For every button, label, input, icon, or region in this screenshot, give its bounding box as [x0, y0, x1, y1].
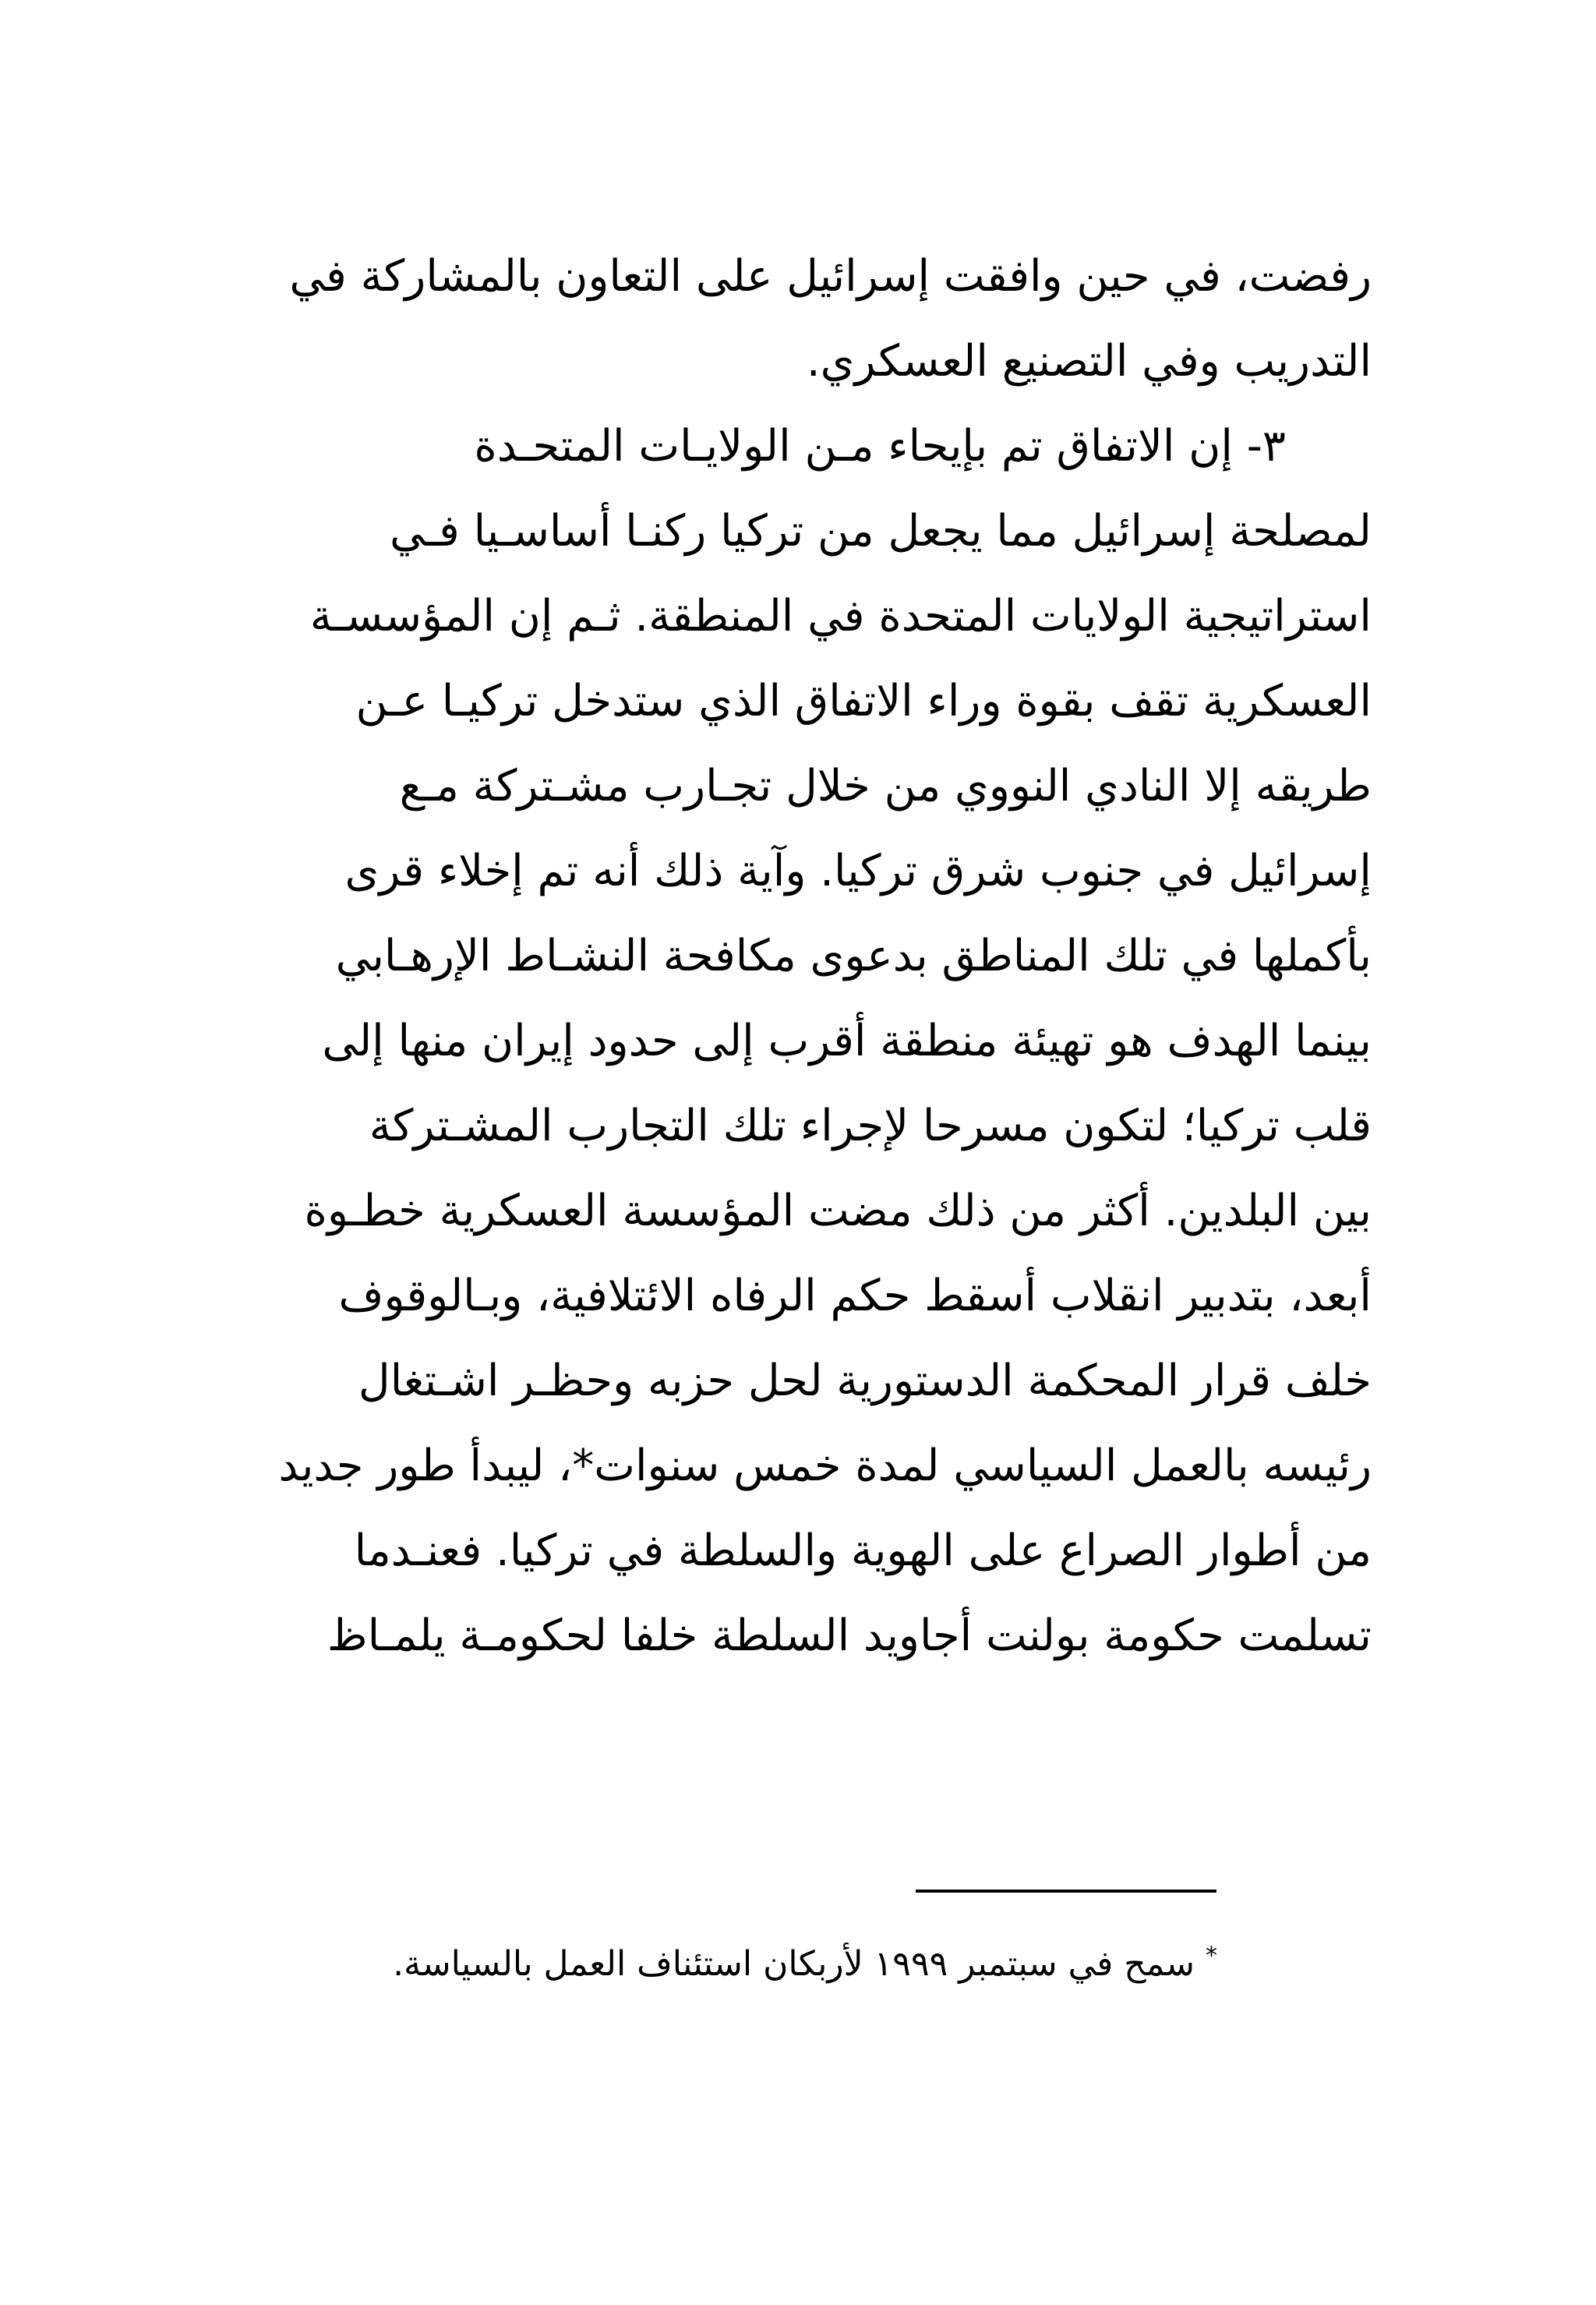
- footnote-marker: *: [1206, 1942, 1217, 1970]
- text-line: إسرائيل في جنوب شرق تركيا. وآية ذلك أنه تم إخلاء قرى: [344, 846, 1372, 896]
- text-line: رئيسه بالعمل السياسي لمدة خمس سنوات*، ليبدأ طور جديد: [278, 1441, 1372, 1491]
- text-line: بينما الهدف هو تهيئة منطقة أقرب إلى حدود إيران منها إلى: [322, 1016, 1372, 1066]
- text-line: بأكملها في تلك المناطق بدعوى مكافحة النشـاط الإرهـابي: [335, 931, 1372, 981]
- text-line: خلف قرار المحكمة الدستورية لحل حزبه وحظـر اشـتغال: [358, 1356, 1372, 1406]
- text-line: بين البلدين. أكثر من ذلك مضت المؤسسة العسكرية خطـوة: [304, 1186, 1372, 1236]
- text-line: ٣- إن الاتفاق تم بإيحاء مـن الولايـات المتحـدة: [474, 421, 1286, 472]
- text-line: استراتيجية الولايات المتحدة في المنطقة. ثـم إن المؤسسـة: [309, 591, 1372, 642]
- footnote-text: سمح في سبتمبر ١٩٩٩ لأربكان استئناف العمل بالسياسة.: [393, 1944, 1195, 1984]
- text-line: من أطوار الصراع على الهوية والسلطة في تركيا. فعنـدما: [354, 1525, 1372, 1576]
- text-line: رفضت، في حين وافقت إسرائيل على التعاون بالمشاركة في: [289, 251, 1372, 302]
- footnote-divider: [916, 1890, 1216, 1893]
- text-line: التدريب وفي التصنيع العسكري.: [806, 336, 1372, 387]
- footnote: [234, 1939, 1217, 1989]
- text-line: العسكرية تقف بقوة وراء الاتفاق الذي ستدخل تركيـا عـن: [355, 676, 1372, 726]
- text-line: لمصلحة إسرائيل مما يجعل من تركيا ركنـا أساسـيا فـي: [389, 506, 1372, 557]
- text-line: تسلمت حكومة بولنت أجاويد السلطة خلفا لحكومـة يلمـاظ: [327, 1610, 1372, 1661]
- text-line: قلب تركيا؛ لتكون مسرحا لإجراء تلك التجارب المشـتركة: [369, 1101, 1372, 1151]
- body-text: [234, 234, 1372, 1678]
- text-line: أبعد، بتدبير انقلاب أسقط حكم الرفاه الائتلافية، وبـالوقوف: [338, 1271, 1372, 1321]
- text-line: طريقه إلا النادي النووي من خلال تجـارب مشـتركة مـع: [399, 761, 1372, 811]
